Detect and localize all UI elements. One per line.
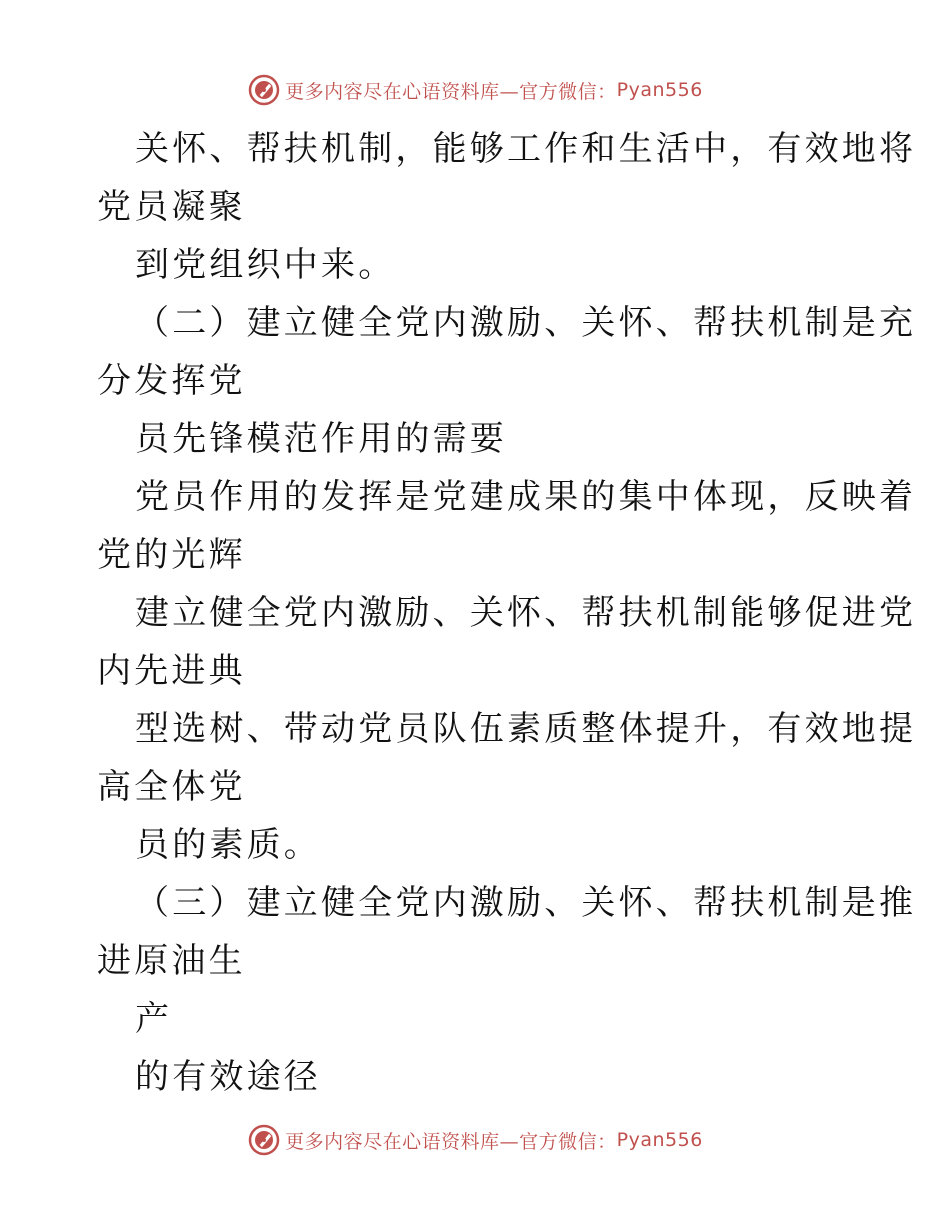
header-banner (0, 70, 950, 110)
body-line: 关怀、帮扶机制，能够工作和生活中，有效地将 (135, 129, 917, 169)
section-heading: （三）建立健全党内激励、关怀、帮扶机制是推 (135, 883, 917, 923)
section-heading-cont: 员先锋模范作用的需要 (135, 419, 507, 459)
body-line: 党员凝聚 (97, 187, 246, 227)
body-line: 内先进典 (97, 651, 246, 691)
body-line: 型选树、带动党员队伍素质整体提升，有效地提 (135, 709, 917, 749)
body-line: 党的光辉 (97, 535, 246, 575)
body-line: 高全体党 (97, 767, 246, 807)
section-heading-cont: 的有效途径 (135, 1057, 321, 1097)
footer-banner-text: 更多内容尽在心语资料库—官方微信： (285, 1130, 617, 1153)
section-heading-cont: 分发挥党 (97, 361, 246, 401)
document-body (97, 120, 917, 1106)
body-line: 党员作用的发挥是党建成果的集中体现，反映着 (135, 477, 917, 517)
section-heading-cont: 产 (135, 999, 173, 1039)
header-banner-text: 更多内容尽在心语资料库—官方微信： (285, 80, 617, 103)
pen-nib-logo-icon (247, 73, 281, 107)
header-banner-id: Pyan556 (616, 79, 703, 101)
section-heading: （二）建立健全党内激励、关怀、帮扶机制是充 (135, 303, 917, 343)
body-line: 员的素质。 (135, 825, 321, 865)
footer-banner-id: Pyan556 (616, 1129, 703, 1151)
section-heading-cont: 进原油生 (97, 941, 246, 981)
body-line: 到党组织中来。 (135, 245, 396, 285)
pen-nib-logo-icon (247, 1123, 281, 1157)
footer-banner (0, 1120, 950, 1160)
body-line: 建立健全党内激励、关怀、帮扶机制能够促进党 (135, 593, 917, 633)
